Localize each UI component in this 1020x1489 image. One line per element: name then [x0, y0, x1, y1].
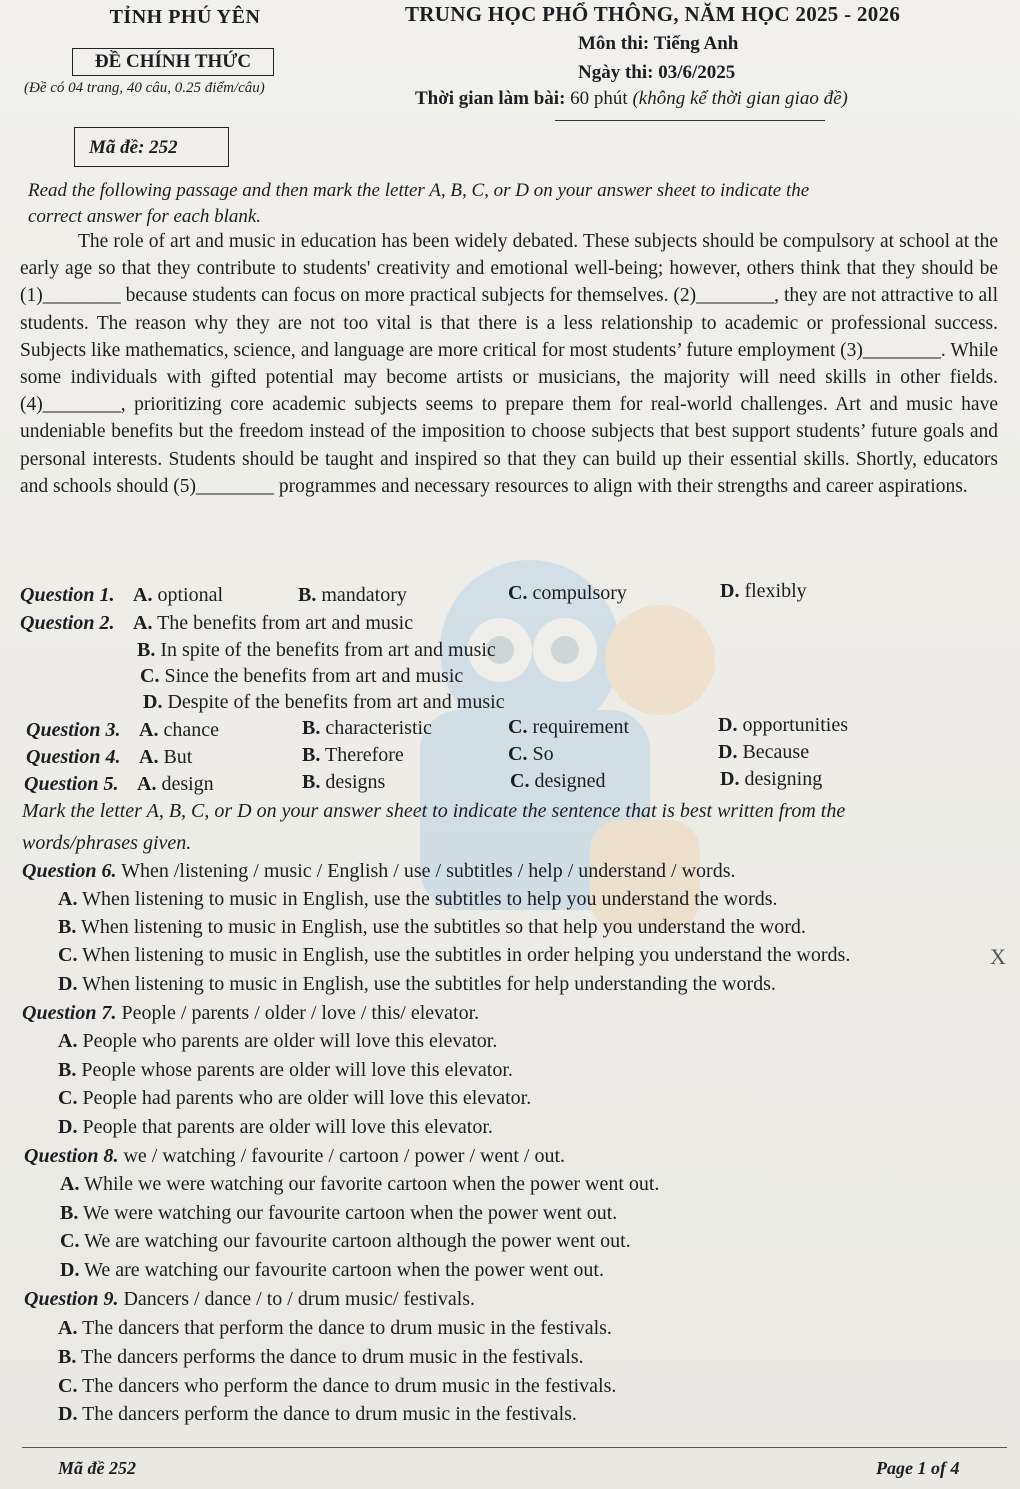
question-label: Question 7. [22, 1002, 117, 1024]
option-d[interactable]: D. opportunities [718, 714, 848, 736]
question-9-option-c[interactable]: C. The dancers who perform the dance to drum music in the festivals. [58, 1375, 617, 1397]
footer-divider [22, 1447, 1007, 1448]
exam-subject: Môn thi: Tiếng Anh [578, 33, 739, 54]
header-divider [555, 120, 825, 121]
question-1 [20, 580, 807, 607]
question-8-option-c[interactable]: C. We are watching our favourite cartoon although the power went out. [60, 1230, 631, 1252]
province-name: TỈNH PHÚ YÊN [109, 6, 261, 28]
option-c[interactable]: C. So [508, 743, 554, 765]
official-badge: ĐỀ CHÍNH THỨC [72, 48, 274, 76]
reading-passage [20, 228, 998, 500]
duration-note: (không kể thời gian giao đề) [632, 88, 848, 109]
question-6-option-d[interactable]: D. When listening to music in English, use the subtitles for help understanding the words. [58, 973, 776, 995]
handwritten-x-mark: X [990, 944, 1006, 969]
question-9-option-d[interactable]: D. The dancers perform the dance to drum music in the festivals. [58, 1403, 577, 1425]
duration-value: 60 phút [565, 88, 633, 109]
option-a[interactable]: A. design [137, 773, 214, 795]
exam-duration [415, 88, 848, 110]
footer-page-number: Page 1 of 4 [876, 1458, 960, 1478]
question-8-option-b[interactable]: B. We were watching our favourite cartoon when the power went out. [60, 1202, 618, 1224]
question-label: Question 2. [20, 612, 115, 634]
option-c[interactable]: C. designed [510, 770, 606, 792]
option-d[interactable]: D. flexibly [720, 580, 807, 602]
passage-instruction-line1: Read the following passage and then mark the letter A, B, C, or D on your answer sheet to indicate the [28, 180, 810, 201]
question-prompt: Dancers / dance / to / drum music/ festivals. [118, 1288, 476, 1310]
question-7-option-b[interactable]: B. People whose parents are older will love this elevator. [58, 1059, 513, 1081]
question-3 [26, 714, 848, 742]
question-2-option-d[interactable]: D. Despite of the benefits from art and music [143, 691, 505, 713]
question-prompt: we / watching / favourite / cartoon / power / went / out. [118, 1145, 566, 1167]
question-6-option-a[interactable]: A. When listening to music in English, use the subtitles to help you understand the words. [58, 888, 778, 910]
header-left [60, 6, 310, 29]
section2-instruction-line1: Mark the letter A, B, C, or D on your answer sheet to indicate the sentence that is best written from the [22, 800, 846, 822]
question-7 [22, 1002, 479, 1025]
exam-title: TRUNG HỌC PHỔ THÔNG, NĂM HỌC 2025 - 2026 [405, 2, 901, 26]
question-label: Question 5. [24, 773, 119, 795]
question-9-option-b[interactable]: B. The dancers performs the dance to drum music in the festivals. [58, 1346, 584, 1368]
question-8-option-d[interactable]: D. We are watching our favourite cartoon when the power went out. [60, 1259, 604, 1281]
option-b[interactable]: B. characteristic [302, 717, 432, 739]
duration-label: Thời gian làm bài: [415, 88, 566, 109]
question-8-option-a[interactable]: A. While we were watching our favorite cartoon when the power went out. [60, 1173, 660, 1195]
exam-date: Ngày thi: 03/6/2025 [578, 62, 736, 83]
option-c[interactable]: C. compulsory [508, 582, 627, 604]
question-5 [24, 768, 823, 796]
question-7-option-c[interactable]: C. People had parents who are older will love this elevator. [58, 1087, 532, 1109]
question-label: Question 8. [24, 1145, 119, 1167]
question-2-option-c[interactable]: C. Since the benefits from art and music [140, 665, 464, 687]
option-a[interactable]: A. But [139, 746, 193, 768]
question-6-option-c[interactable]: C. When listening to music in English, use the subtitles in order helping you understand the words. [58, 944, 851, 966]
passage-text: The role of art and music in education has been widely debated. These subjects should be compulsory at school at the early age so that they contribute to students' creativity and emotional well-being; however, others think that they should be (1)________ because students can focus on more practical subjects for themselves. (2)________, they are not attractive to all students. The reason why they are not too vital is that there is a less relationship to academic or professional success. Subjects like mathematics, science, and language are more critical for most students’ future employment (3)________. While some individuals with gifted potential may become artists or musicians, the majority will need skills in other fields. (4)________, prioritizing core academic subjects seems to prepare them for real-world challenges. Art and music have undeniable benefits but the freedom instead of the imposition to choose subjects that best support students’ future goals and personal interests. Students should be taught and inspired so that they can build up their essential skills. Shortly, educators and schools should (5)________ programmes and necessary resources to align with their strengths and career aspirations. [20, 231, 998, 497]
question-9-option-a[interactable]: A. The dancers that perform the dance to drum music in the festivals. [58, 1317, 612, 1339]
question-label: Question 4. [26, 746, 121, 768]
question-prompt: When /listening / music / English / use / subtitles / help / understand / words. [116, 860, 736, 882]
question-prompt: People / parents / older / love / this/ elevator. [116, 1002, 480, 1024]
option-c[interactable]: C. requirement [508, 716, 630, 738]
question-6-option-b[interactable]: B. When listening to music in English, use the subtitles so that help you understand the word. [58, 916, 806, 938]
option-a[interactable]: A. optional [133, 584, 223, 606]
question-label: Question 9. [24, 1288, 119, 1310]
option-b[interactable]: B. designs [302, 771, 386, 793]
question-7-option-d[interactable]: D. People that parents are older will love this elevator. [58, 1116, 493, 1138]
question-7-option-a[interactable]: A. People who parents are older will love this elevator. [58, 1030, 498, 1052]
option-a[interactable]: A. chance [139, 719, 219, 741]
question-8 [24, 1145, 565, 1168]
question-2-option-b[interactable]: B. In spite of the benefits from art and music [137, 639, 496, 661]
question-4 [26, 741, 810, 769]
question-label: Question 3. [26, 719, 121, 741]
question-9 [24, 1288, 475, 1311]
exam-note: (Đề có 04 trang, 40 câu, 0.25 điểm/câu) [24, 80, 265, 96]
option-b[interactable]: B. mandatory [298, 584, 407, 606]
option-b[interactable]: B. Therefore [302, 744, 404, 766]
option-d[interactable]: D. designing [720, 768, 823, 790]
section2-instruction-line2: words/phrases given. [22, 832, 192, 854]
question-label: Question 6. [22, 860, 117, 882]
question-label: Question 1. [20, 584, 115, 606]
option-d[interactable]: D. Because [718, 741, 810, 763]
option-a[interactable]: A. The benefits from art and music [133, 612, 414, 634]
question-6 [22, 860, 736, 883]
question-2 [20, 612, 414, 635]
passage-instruction-line2: correct answer for each blank. [28, 206, 262, 227]
footer-exam-code: Mã đề 252 [58, 1458, 136, 1478]
exam-code-box: Mã đề: 252 [74, 127, 229, 167]
